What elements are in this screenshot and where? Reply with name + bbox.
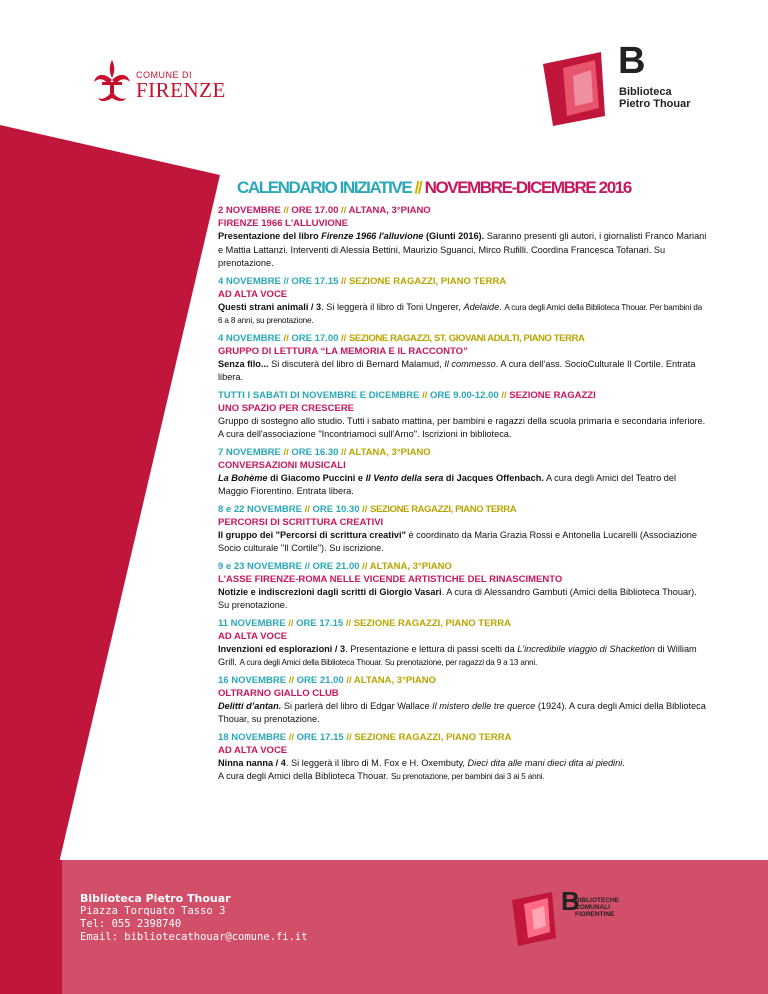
event-sep: // [304, 503, 310, 515]
footer-logo-line3: FIORENTINE [575, 911, 615, 918]
event-place: SEZIONE RAGAZZI, PIANO TERRA [348, 275, 507, 287]
desc-bold: Presentazione del libro [218, 231, 322, 241]
title-part2: NOVEMBRE-DICEMBRE 2016 [421, 178, 631, 197]
event-date: 18 NOVEMBRE [218, 731, 287, 743]
event-sep: // [283, 205, 289, 216]
event-sep: // [288, 731, 295, 743]
biblioteca-logo-line2: Pietro Thouar [619, 98, 691, 110]
desc-italic: Il mistero delle tre querce [432, 700, 536, 711]
event-time: ORE 17.15 [291, 275, 339, 287]
desc-italic: Il commesso [444, 358, 496, 369]
desc-bold: Questi strani animali / 3 [218, 301, 322, 312]
event-date: 4 NOVEMBRE [218, 275, 284, 287]
event-item [218, 674, 708, 727]
event-date-line [218, 446, 708, 459]
event-title: PERCORSI DI SCRITTURA CREATIVI [218, 516, 384, 528]
event-title: FIRENZE 1966 L'ALLUVIONE [218, 218, 349, 229]
desc-text: . [499, 301, 505, 312]
event-description [218, 700, 708, 727]
footer-logo-line1: BIBLIOTECHE [575, 897, 620, 904]
event-date: 8 e 22 NOVEMBRE [218, 503, 302, 515]
biblioteca-logo-text [619, 86, 691, 110]
event-time: ORE 16.30 [291, 446, 339, 458]
desc-text: (1924). A cura degli Amici della Biblioteca Thouar, su prenotazione. [218, 700, 706, 724]
event-title: GRUPPO DI LETTURA “LA MEMORIA E IL RACCONTO” [218, 345, 468, 357]
event-place: SEZIONE RAGAZZI, PIANO TERRA [354, 731, 512, 743]
calendar-content [218, 178, 708, 788]
event-date-line [218, 674, 708, 687]
event-place: ALTANA, 3°PIANO [348, 205, 431, 216]
desc-bold: Ninna nanna / 4 [218, 757, 286, 768]
page-title [237, 178, 708, 198]
event-title: OLTRARNO GIALLO CLUB [218, 687, 339, 699]
desc-bold: (Giunti 2016). [423, 231, 485, 241]
event-sep: // [283, 332, 289, 344]
event-sep: // [501, 389, 507, 401]
desc-small: A cura degli Amici della Biblioteca Thouar. Per bambini da 6 a 8 anni, su prenotazione. [218, 302, 702, 325]
event-description [218, 643, 708, 670]
event-description [218, 301, 708, 328]
event-date: 7 NOVEMBRE [218, 446, 284, 458]
event-item [218, 204, 708, 271]
event-date: TUTTI I SABATI DI NOVEMBRE E DICEMBRE [218, 389, 420, 401]
footer-phone[interactable]: Tel: 055 2398740 [80, 918, 182, 930]
event-date-line [218, 503, 708, 516]
biblioteca-logo-letter: B [618, 40, 646, 82]
desc-bold: Notizie e indiscrezioni dagli scritti di Giorgio Vasari [218, 586, 442, 597]
event-title: CONVERSAZIONI MUSICALI [218, 459, 346, 471]
event-description [218, 529, 708, 556]
event-sep: // [341, 446, 347, 458]
event-item [218, 446, 708, 499]
event-date: 2 NOVEMBRE [218, 205, 281, 216]
biblioteca-logo-line1: Biblioteca [619, 86, 672, 98]
event-title: L'ASSE FIRENZE-ROMA NELLE VICENDE ARTISTICHE DEL RINASCIMENTO [218, 573, 563, 585]
event-time: ORE 17.15 [296, 617, 344, 629]
event-date: 9 e 23 NOVEMBRE [218, 560, 305, 572]
event-sep: // [288, 674, 295, 686]
event-date: 4 NOVEMBRE [218, 332, 281, 344]
event-place: SEZIONE RAGAZZI, PIANO TERRA [370, 503, 517, 515]
desc-text: . A cura dell’ass. SocioCulturale Il Cortile. Entrata libera. [218, 358, 696, 382]
event-sep: // [341, 275, 347, 287]
desc-italic: Delitti d’antan. [218, 700, 282, 711]
event-sep: // [304, 560, 310, 572]
event-place: ALTANA, 3°PIANO [369, 560, 452, 572]
event-item [218, 503, 708, 556]
event-place: ALTANA, 3°PIANO [348, 446, 431, 458]
footer-email[interactable]: Email: bibliotecathouar@comune.fi.it [80, 931, 308, 943]
desc-italic: Dieci dita alle mani dieci dita ai piedini [467, 757, 623, 768]
event-description [218, 757, 708, 784]
event-place: SEZIONE RAGAZZI, PIANO TERRA [353, 617, 511, 629]
event-date: 11 NOVEMBRE [218, 617, 286, 629]
event-sep: // [341, 205, 347, 216]
event-date-line [218, 275, 708, 288]
event-sep: // [346, 674, 352, 686]
desc-italic: L'incredibile viaggio di Shacketlon [517, 643, 655, 654]
event-time: ORE 9.00-12.00 [430, 389, 499, 401]
title-separator: // [414, 178, 422, 197]
event-sep: // [346, 731, 352, 743]
footer-address: Piazza Torquato Tasso 3 [80, 905, 226, 917]
footer-library-name: Biblioteca Pietro Thouar [80, 892, 231, 905]
event-sep: // [345, 617, 352, 629]
desc-italic: Adelaide [463, 301, 500, 312]
footer-logo-line2: COMUNALI [575, 904, 611, 911]
desc-text: A cura degli Amici della Biblioteca Thouar. [218, 771, 391, 781]
desc-small: Su prenotazione, per bambini dai 3 ai 5 anni. [390, 772, 545, 781]
event-sep: // [288, 617, 294, 629]
desc-text: . Si leggerà il libro di M. Fox e H. Oxembuty, [285, 757, 468, 768]
event-time: ORE 10.30 [312, 503, 360, 515]
event-time: ORE 17.15 [296, 731, 344, 743]
event-item [218, 275, 708, 328]
event-place: SEZIONE RAGAZZI, ST. GIOVANI ADULTI, PIANO TERRA [348, 332, 585, 344]
desc-text: A cura degli Amici del Teatro del Maggio Fiorentino. Entrata libera. [218, 472, 677, 496]
event-sep: // [362, 560, 368, 572]
desc-text: Si discuterà del libro di Bernard Malamud, [268, 358, 445, 369]
desc-bold: di Giacomo Puccini e [267, 472, 366, 483]
desc-text: è coordinato da Maria Grazia Rossi e Antonella Lucarelli (Associazione Socio culturale "Il Cortile"). Su iscrizione. [218, 529, 698, 553]
florence-lily-icon [92, 58, 132, 106]
desc-text: . Presentazione e lettura di passi scelti da [345, 643, 518, 654]
desc-text: . [622, 757, 625, 768]
event-sep: // [283, 275, 289, 287]
event-sep: // [283, 446, 289, 458]
desc-text: Si parlerà del libro di Edgar Wallace [281, 700, 433, 711]
event-description [218, 230, 708, 271]
event-item [218, 617, 708, 670]
event-item [218, 560, 708, 613]
event-date-line [218, 560, 708, 573]
footer-contact [80, 892, 308, 944]
footer-logo-text [575, 897, 619, 918]
desc-text: Saranno presenti gli autori, i giornalisti Franco Mariani e Mattia Lattanzi. Interventi di Alessia Bettini, Maurizio Sguanci, Mirco Rufilli. Coordina Francesca Tofanari. Su prenotazione. [218, 231, 707, 268]
event-date-line [218, 731, 708, 744]
desc-bold: Invenzioni ed esplorazioni / 3 [218, 643, 346, 654]
comune-firenze-logo [92, 58, 226, 108]
footer-wedge [0, 860, 62, 994]
event-time: ORE 21.00 [312, 560, 360, 572]
event-item [218, 731, 708, 784]
desc-text: di William Grill. [218, 643, 697, 667]
event-description [218, 586, 708, 613]
event-description: Gruppo di sostegno allo studio. Tutti i sabato mattina, per bambini e ragazzi della scuola primaria e secondaria inferiore. A cura dell'associazione "Incontriamoci sull'Arno". Iscrizioni in biblioteca. [218, 415, 706, 439]
event-title: AD ALTA VOCE [218, 744, 288, 756]
event-description [218, 358, 708, 385]
desc-text: . Si leggerà il libro di Toni Ungerer, [321, 301, 464, 312]
comune-di-label: COMUNE DI [136, 70, 192, 80]
event-item [218, 389, 708, 442]
event-place: SEZIONE RAGAZZI [509, 389, 596, 401]
desc-italic: Il Vento della sera [365, 472, 444, 483]
desc-bold: Senza filo... [218, 358, 269, 369]
event-date: 16 NOVEMBRE [218, 674, 287, 686]
event-place: ALTANA, 3°PIANO [353, 674, 436, 686]
event-sep: // [341, 332, 347, 344]
event-date-line [218, 389, 708, 402]
title-part1: CALENDARIO INIZIATIVE [237, 178, 415, 197]
desc-bold: Il gruppo dei "Percorsi di scrittura creativi" [218, 529, 406, 540]
desc-italic: Firenze 1966 l'alluvione [321, 231, 424, 241]
footer-logo-letter: B [561, 886, 580, 916]
desc-bold: di Jacques Offenbach. [443, 472, 544, 483]
desc-small: A cura degli Amici della Biblioteca Thouar. Su prenotazione, per ragazzi da 9 a 13 anni. [239, 658, 538, 667]
firenze-label: FIRENZE [136, 78, 226, 102]
event-title: AD ALTA VOCE [218, 630, 288, 642]
event-date-line [218, 204, 708, 217]
event-time: ORE 17.00 [291, 205, 339, 216]
event-date-line [218, 617, 708, 630]
event-sep: // [362, 503, 368, 515]
event-date-line [218, 332, 708, 345]
event-title: AD ALTA VOCE [218, 288, 288, 300]
event-sep: // [422, 389, 428, 401]
event-description [218, 472, 708, 499]
desc-italic: La Bohème [218, 472, 268, 483]
event-time: ORE 17.00 [291, 332, 339, 344]
event-time: ORE 21.00 [296, 674, 344, 686]
event-title: UNO SPAZIO PER CRESCERE [218, 402, 355, 414]
event-item [218, 332, 708, 385]
desc-text: . A cura di Alessandro Gambuti (Amici della Biblioteca Thouar). Su prenotazione. [218, 586, 697, 610]
